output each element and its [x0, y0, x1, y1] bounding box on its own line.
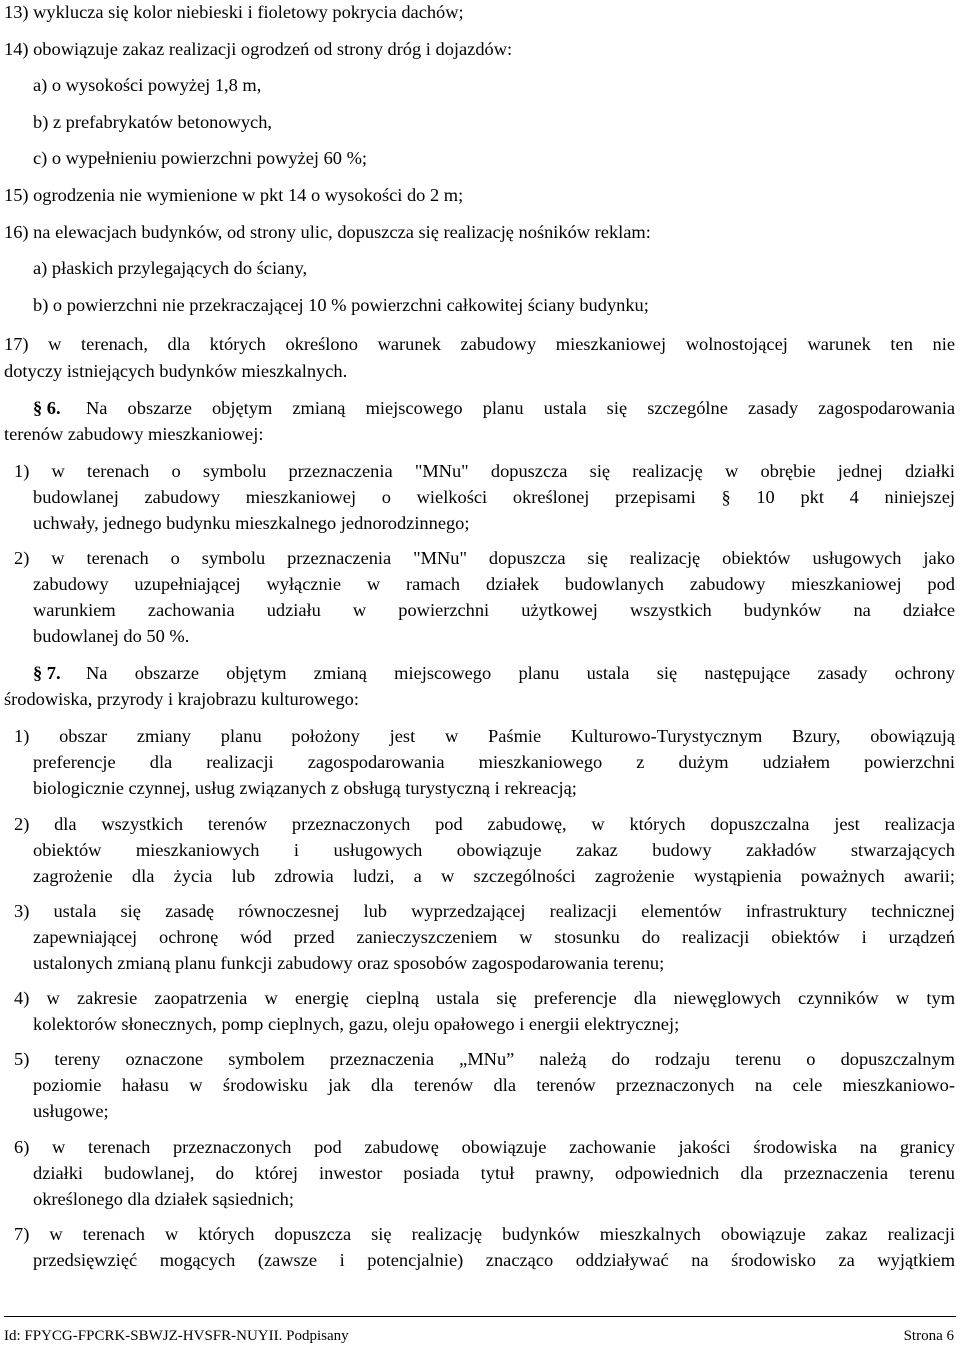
text-line: zagrożenie dla życia lub zdrowia ludzi, a w szczególności zagrożenie wystąpienia poważnych awarii;	[33, 866, 955, 886]
text-line: warunkiem zachowania udziału w powierzchni użytkowej wszystkich budynków na działce	[33, 600, 955, 620]
text-line: Na obszarze objętym zmianą miejscowego planu ustala się następujące zasady ochrony	[86, 663, 955, 683]
text-line: terenów zabudowy mieszkaniowej:	[4, 424, 264, 444]
text-line: dotyczy istniejących budynków mieszkalnych.	[4, 361, 348, 381]
text-line: a) płaskich przylegających do ściany,	[33, 258, 308, 278]
text-line: 1) obszar zmiany planu położony jest w Paśmie Kulturowo-Turystycznym Bzury, obowiązują	[14, 726, 955, 746]
text-line: preferencje dla realizacji zagospodarowania mieszkaniowego z dużym udziałem powierzchni	[33, 752, 955, 772]
text-line: 14) obowiązuje zakaz realizacji ogrodzeń od strony dróg i dojazdów:	[4, 39, 513, 59]
text-line: poziomie hałasu w środowisku jak dla terenów dla terenów przeznaczonych na cele mieszkaniowo-	[33, 1075, 955, 1095]
text-line: 5) tereny oznaczone symbolem przeznaczenia „MNu” należą do rodzaju terenu o dopuszczalnym	[14, 1049, 955, 1069]
text-line: 7) w terenach w których dopuszcza się realizację budynków mieszkalnych obowiązuje zakaz realizacji	[14, 1224, 955, 1244]
document-id: Id: FPYCG-FPCRK-SBWJZ-HVSFR-NUYII. Podpisany	[4, 1328, 349, 1344]
text-line: określonego dla działek sąsiednich;	[33, 1189, 294, 1209]
text-line: 6) w terenach przeznaczonych pod zabudowę obowiązuje zachowanie jakości środowiska na granicy	[14, 1137, 955, 1157]
text-line: ustalonych zmianą planu funkcji zabudowy oraz sposobów zagospodarowania terenu;	[33, 953, 665, 973]
text-line: 17) w terenach, dla których określono warunek zabudowy mieszkaniowej wolnostojącej warunek ten nie	[4, 334, 955, 354]
text-line: a) o wysokości powyżej 1,8 m,	[33, 75, 262, 95]
text-line: 13) wyklucza się kolor niebieski i fioletowy pokrycia dachów;	[4, 2, 464, 22]
text-line: budowlanej do 50 %.	[33, 626, 190, 646]
text-line: uchwały, jednego budynku mieszkalnego jednorodzinnego;	[33, 513, 470, 533]
text-line: 15) ogrodzenia nie wymienione w pkt 14 o wysokości do 2 m;	[4, 185, 464, 205]
text-line: działki budowlanej, do której inwestor posiada tytuł prawny, odpowiednich dla przeznaczenia terenu	[33, 1163, 955, 1183]
text-line: 4) w zakresie zaopatrzenia w energię cieplną ustala się preferencje dla niewęglowych czynników w tym	[14, 988, 955, 1008]
text-line: 1) w terenach o symbolu przeznaczenia "MNu" dopuszcza się realizację w obrębie jednej działki	[14, 461, 955, 481]
text-line: c) o wypełnieniu powierzchni powyżej 60 %;	[33, 148, 367, 168]
text-line: 16) na elewacjach budynków, od strony ulic, dopuszcza się realizację nośników reklam:	[4, 222, 651, 242]
text-line: obiektów mieszkaniowych i usługowych obowiązuje zakaz budowy zakładów stwarzających	[33, 840, 955, 860]
text-line: środowiska, przyrody i krajobrazu kulturowego:	[4, 689, 359, 709]
text-line: b) o powierzchni nie przekraczającej 10 % powierzchni całkowitej ściany budynku;	[33, 295, 649, 315]
text-line: b) z prefabrykatów betonowych,	[33, 112, 272, 132]
text-line: biologicznie czynnej, usług związanych z obsługą turystyczną i rekreacją;	[33, 778, 577, 798]
paragraph-number: § 6.	[33, 398, 61, 418]
text-line: 3) ustala się zasadę równoczesnej lub wyprzedzającej realizacji elementów infrastruktury technicznej	[14, 901, 955, 921]
text-line: zabudowy uzupełniającej wyłącznie w ramach działek budowlanych zabudowy mieszkaniowej pod	[33, 574, 955, 594]
text-line: przedsięwzięć mogących (zawsze i potencjalnie) znacząco oddziaływać na środowisko za wyjątkiem	[33, 1250, 955, 1270]
text-line: zapewniającej ochronę wód przed zanieczyszczeniem w stosunku do realizacji obiektów i urządzeń	[33, 927, 955, 947]
footer-divider	[4, 1316, 956, 1317]
page-number: Strona 6	[903, 1328, 954, 1344]
text-line: Na obszarze objętym zmianą miejscowego planu ustala się szczególne zasady zagospodarowania	[86, 398, 955, 418]
text-line: kolektorów słonecznych, pomp cieplnych, gazu, oleju opałowego i energii elektrycznej;	[33, 1014, 680, 1034]
paragraph-number: § 7.	[33, 663, 61, 683]
text-line: usługowe;	[33, 1101, 109, 1121]
text-line: 2) w terenach o symbolu przeznaczenia "MNu" dopuszcza się realizację obiektów usługowych jako	[14, 548, 955, 568]
text-line: budowlanej zabudowy mieszkaniowej o wielkości określonej przepisami § 10 pkt 4 niniejszej	[33, 487, 955, 507]
text-line: 2) dla wszystkich terenów przeznaczonych pod zabudowę, w których dopuszczalna jest realizacja	[14, 814, 955, 834]
